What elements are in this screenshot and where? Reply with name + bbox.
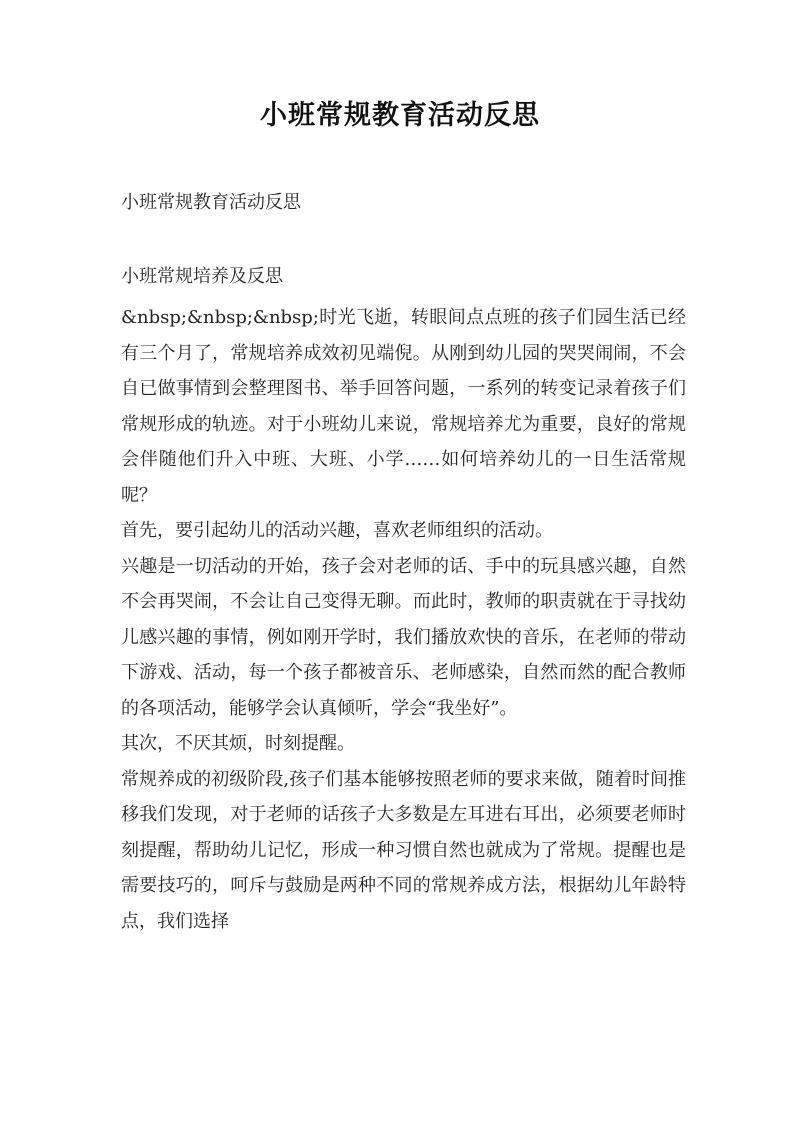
paragraph-intro: &nbsp;&nbsp;&nbsp;时光飞逝，转眼间点点班的孩子们园生活已经有三个月了，常规培养成效初见端倪。从刚到幼儿园的哭哭闹闹，不会自已做事情到会整理图书、举手回答问题，一系列的转变记录着孩子们常规形成的轨迹。对于小班幼儿来说，常规培养尤为重要，良好的常规会伴随他们升入中班、大班、小学……如何培养幼儿的一日生活常规呢？	[121, 307, 686, 506]
paragraph-reminder: 常规养成的初级阶段,孩子们基本能够按照老师的要求来做，随着时间推移我们发现，对于老师的话孩子大多数是左耳进右耳出，必须要老师时刻提醒，帮助幼儿记忆，形成一种习惯自然也就成为了常规。提醒也是需要技巧的，呵斥与鼓励是两种不同的常规养成方法，根据幼儿年龄特点，我们选择	[121, 768, 686, 932]
section-heading: 小班常规培养及反思	[121, 266, 283, 287]
paragraph-first-point: 首先，要引起幼儿的活动兴趣，喜欢老师组织的活动。	[121, 520, 553, 541]
document-title: 小班常规教育活动反思	[260, 100, 540, 131]
document-subtitle: 小班常规教育活动反思	[121, 192, 301, 213]
paragraph-interest: 兴趣是一切活动的开始，孩子会对老师的话、手中的玩具感兴趣，自然不会再哭闹，不会让自己变得无聊。而此时，教师的职责就在于寻找幼儿感兴趣的事情，例如刚开学时，我们播放欢快的音乐，在老师的带动下游戏、活动，每一个孩子都被音乐、老师感染，自然而然的配合教师的各项活动，能够学会认真倾听，学会“我坐好”。	[121, 555, 686, 719]
document-body	[121, 300, 686, 939]
paragraph-second-point: 其次，不厌其烦，时刻提醒。	[121, 733, 355, 754]
